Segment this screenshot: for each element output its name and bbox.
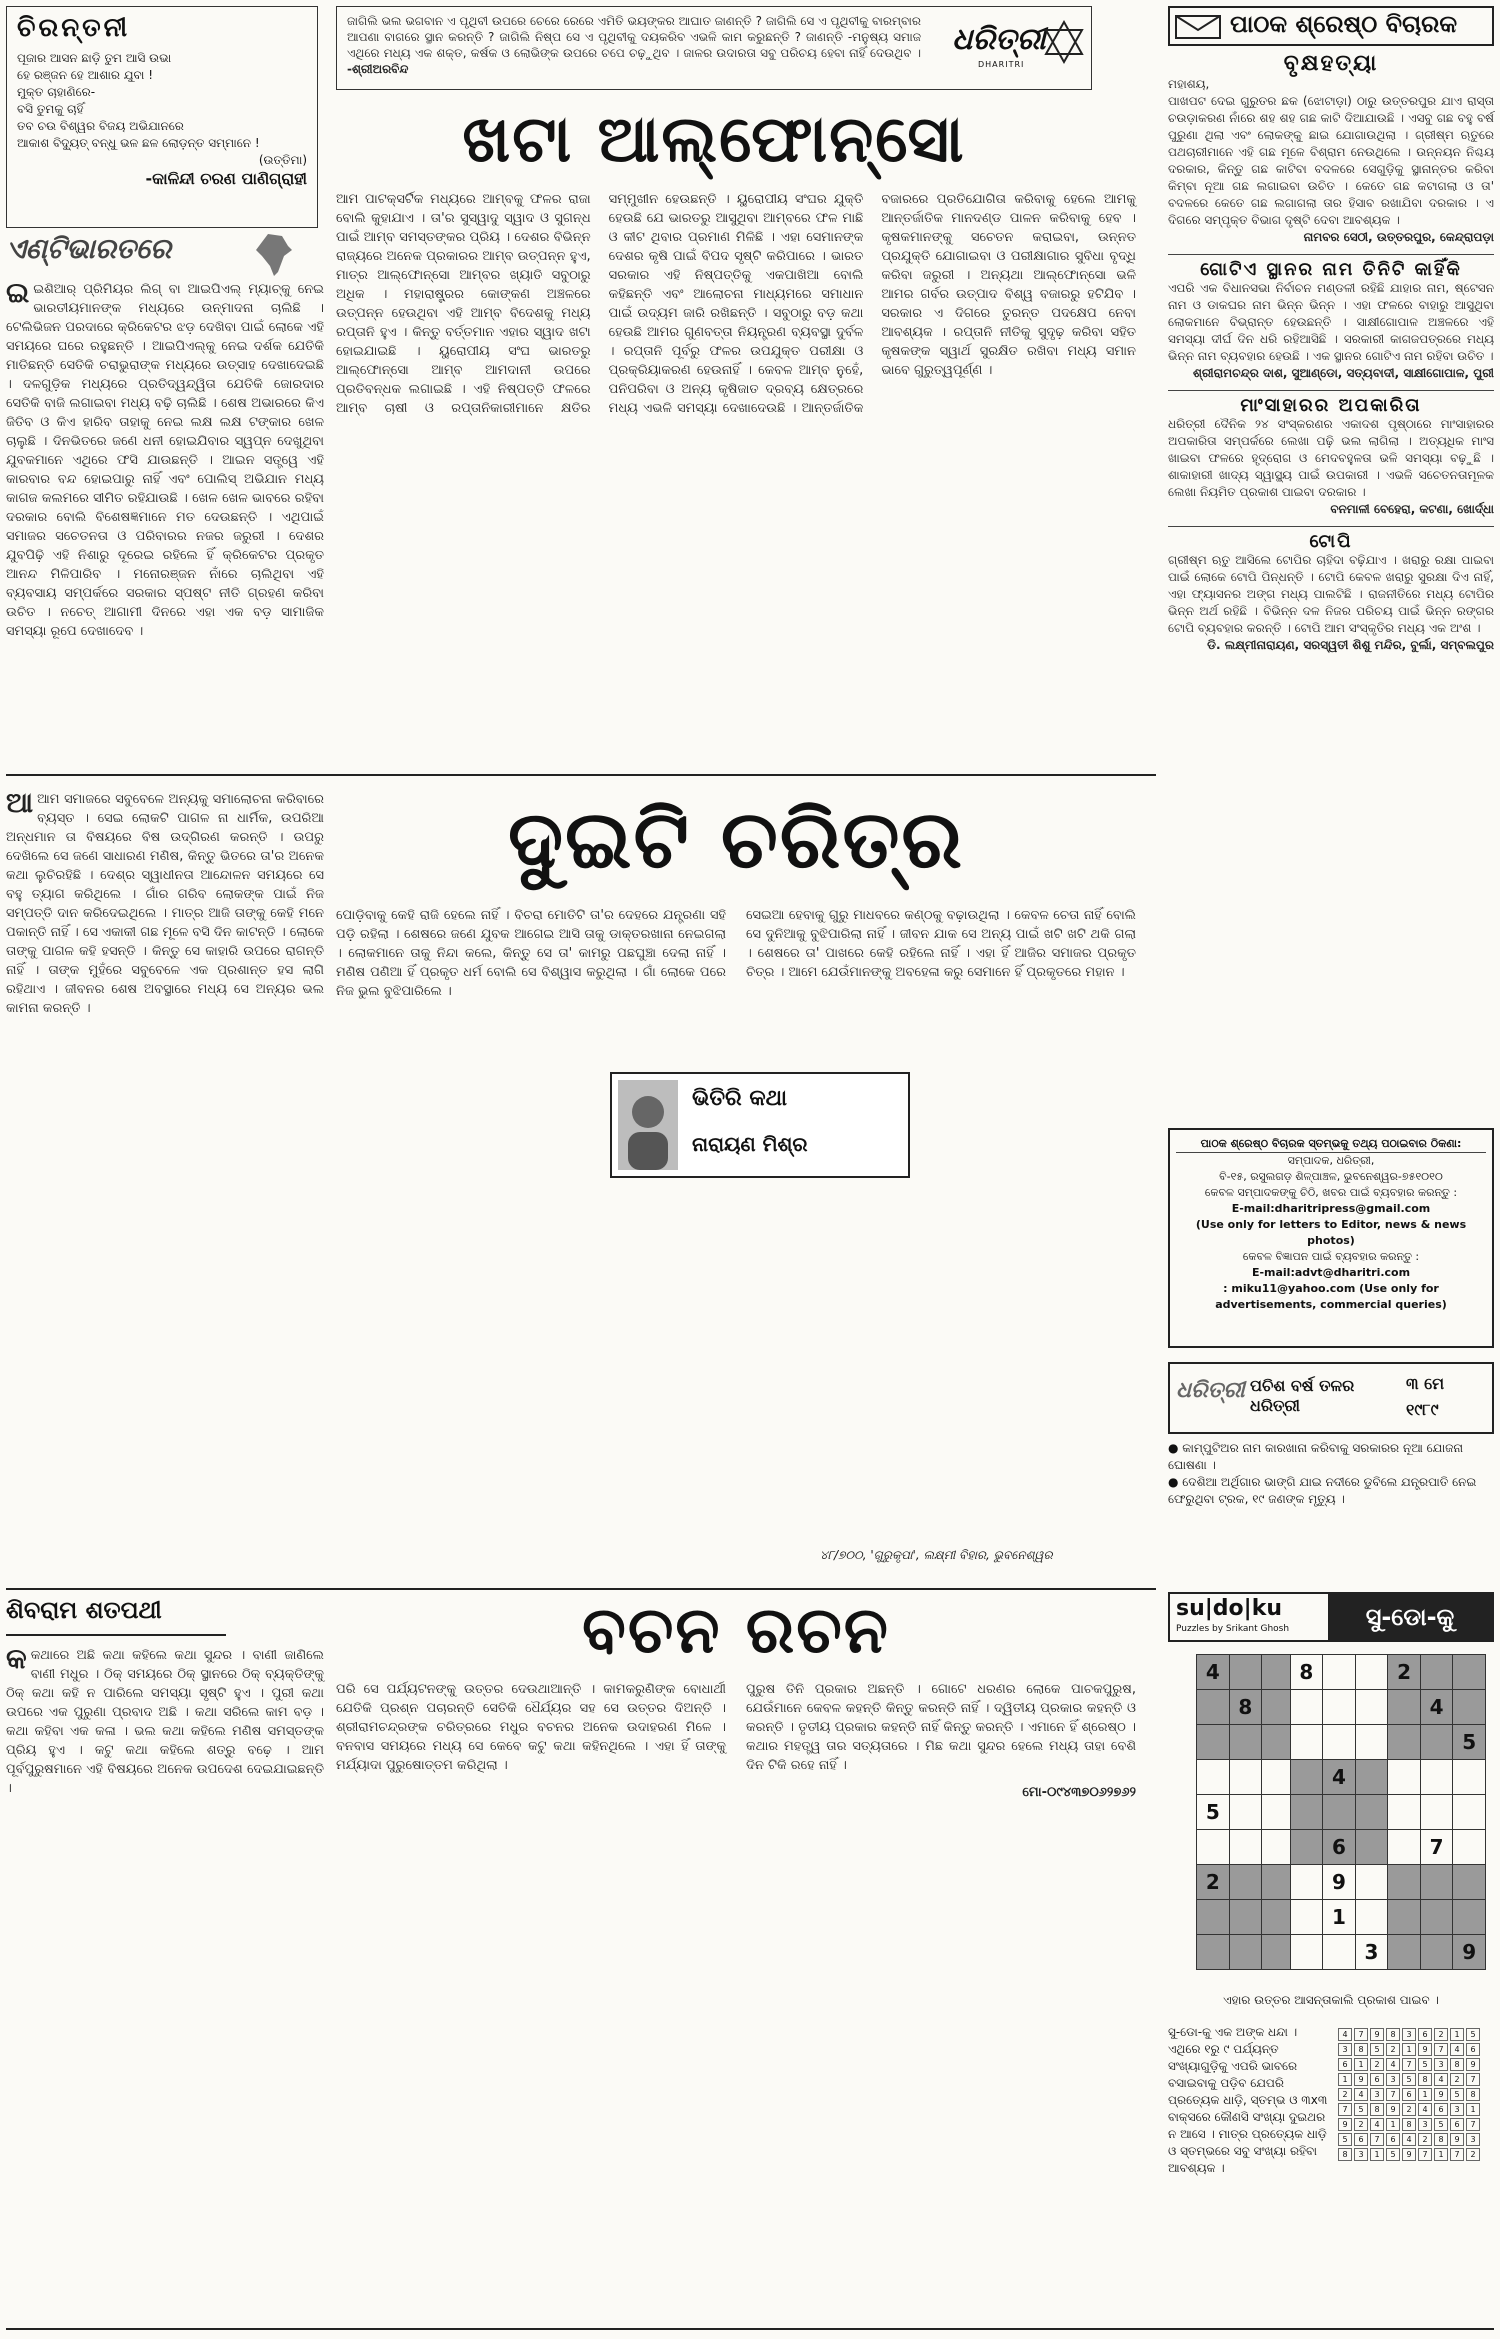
sudoku-solution-cell: 3 (1418, 2118, 1432, 2131)
sudoku-grid-wrap (1196, 1654, 1486, 1980)
sudoku-solution-cell: 9 (1338, 2118, 1352, 2131)
sudoku-cell[interactable] (1229, 1830, 1262, 1865)
letter1-signature: ନାମବର ସେଠୀ, ଉତ୍ତରପୁର, କେନ୍ଦ୍ରାପଡ଼ା (1303, 230, 1494, 244)
sudoku-solution-cell: 3 (1402, 2028, 1416, 2041)
main-headline: ଖଟା ଆଲ୍‌ଫୋନ୍‌ସୋ (462, 102, 966, 177)
bottom-col2-text: ପରି ସେ ପର୍ଯ୍ୟଟନଙ୍କୁ ଉତ୍ତର ଦେଉଥାଆନ୍ତି । କାମକରୁଣିଙ୍କ ବୋଧାର୍ଥୀ ଯେତିକି ପ୍ରଶ୍ନ ପଚାରନ୍ତି ସେତିକି ଧୈର୍ଯ୍ୟର ସହ ସେ ଉତ୍ତର ଦିଅନ୍ତି । ଶ୍ରୀରାମଚନ୍ଦ୍ରଙ୍କ ଚରିତ୍ରରେ ମଧୁର ବଚନର ଅନେକ ଉଦାହରଣ ମିଳେ । ବନବାସ ସମୟରେ ମଧ୍ୟ ସେ କେବେ କଟୁ କଥା କହିନଥିଲେ । ଏହା ହିଁ ତାଙ୍କୁ ମର୍ଯ୍ୟାଦା ପୁରୁଷୋତ୍ତମ କରିଥିଲା । (336, 1682, 726, 1773)
letters-column (1168, 50, 1494, 1120)
mid-headline: ଦୁଇଟି ଚରିତ୍ର (507, 792, 965, 886)
sudoku-solution-cell: 2 (1354, 2118, 1368, 2131)
byline-label: ଭିତିରି କଥା (692, 1086, 788, 1111)
contact-line4: କେବଳ ବିଜ୍ଞାପନ ପାଇଁ ବ୍ୟବହାର କରନ୍ତୁ : (1242, 1250, 1420, 1263)
star-emblem-icon (1042, 20, 1086, 64)
sudoku-solution-cell: 5 (1370, 2043, 1384, 2056)
sudoku-cell[interactable] (1197, 1690, 1230, 1725)
poem-box (6, 6, 318, 228)
sudoku-cell[interactable] (1229, 1865, 1262, 1900)
contact-line1: ସମ୍ପାଦକ, ଧରିତ୍ରୀ, (1287, 1154, 1375, 1167)
sudoku-cell[interactable] (1323, 1795, 1356, 1830)
sudoku-solution-cell: 1 (1402, 2043, 1416, 2056)
sudoku-solution-cell: 5 (1402, 2073, 1416, 2086)
sudoku-cell[interactable] (1290, 1900, 1323, 1935)
sudoku-solution-cell: 1 (1370, 2148, 1384, 2161)
sudoku-cell[interactable] (1453, 1900, 1486, 1935)
letter1-salutation: ମହାଶୟ, (1168, 77, 1210, 91)
sudoku-cell[interactable] (1262, 1830, 1290, 1865)
bottom-col3-text: ପୁରୁଷ ତିନି ପ୍ରକାର ଅଛନ୍ତି । ଗୋଟେ ଧରଣର ଲୋକେ ପାଚକପୁରୁଷ, ଯେଉଁମାନେ କେବଳ କହନ୍ତି କିନ୍ତୁ କରନ୍ତି ନାହିଁ । ଦ୍ୱିତୀୟ ପ୍ରକାର କହନ୍ତି ଓ କରନ୍ତି । ତୃତୀୟ ପ୍ରକାର କହନ୍ତି ନାହିଁ କିନ୍ତୁ କରନ୍ତି । ଏମାନେ ହିଁ ଶ୍ରେଷ୍ଠ । କଥାର ମହତ୍ତ୍ୱ ତାର ସତ୍ୟତାରେ । ମିଛ କଥା ସୁନ୍ଦର ହେଲେ ମଧ୍ୟ ତାହା ବେଶି ଦିନ ଟିକି ରହେ ନାହିଁ । (746, 1682, 1136, 1773)
sudoku-solution-cell: 1 (1418, 2088, 1432, 2101)
sudoku-cell[interactable] (1229, 1935, 1262, 1970)
sudoku-solution-cell: 1 (1338, 2073, 1352, 2086)
sudoku-cell[interactable] (1229, 1725, 1262, 1760)
poem-author: -କାଳିନ୍ଦୀ ଚରଣ ପାଣିଗ୍ରାହୀ (145, 169, 307, 188)
sudoku-solution-cell: 8 (1338, 2148, 1352, 2161)
sudoku-cell[interactable] (1323, 1655, 1356, 1690)
letter3-text: ଧରିତ୍ରୀ ଦୈନିକ ୨୪ ସଂସ୍କରଣର ଏକାଦଶ ପୃଷ୍ଠାରେ ମାଂସାହାରର ଅପକାରିତା ସମ୍ପର୍କରେ ଲେଖା ପଢ଼ି ଭଲ ଲାଗିଲା । ଅତ୍ୟଧିକ ମାଂସ ଖାଇବା ଫଳରେ ହୃଦ୍‌ରୋଗ ଓ ମେଦବହୁଳତା ଭଳି ସମସ୍ୟା ବଢ଼ୁଛି । ଶାକାହାରୀ ଖାଦ୍ୟ ସ୍ୱାସ୍ଥ୍ୟ ପାଇଁ ଉପକାରୀ । ଏଭଳି ସଚେତନତାମୂଳକ ଲେଖା ନିୟମିତ ପ୍ରକାଶ ପାଇବା ଦରକାର । (1168, 417, 1494, 499)
sudoku-cell[interactable]: 4 (1197, 1655, 1230, 1690)
anniversary-box (1168, 1362, 1494, 1434)
sudoku-cell[interactable] (1290, 1865, 1323, 1900)
letters-header-title: ପାଠକ ଶ୍ରେଷ୍ଠ ବିଚାରକ (1230, 10, 1458, 38)
sudoku-solution-cell: 6 (1450, 2118, 1464, 2131)
person-icon (618, 1080, 678, 1170)
sudoku-cell[interactable] (1453, 1865, 1486, 1900)
india-column-text: ଇଇଶିଆର୍ ପ୍ରିମିୟର ଲିଗ୍ ବା ଆଇପିଏଲ୍ ମ୍ୟାଚ୍‌କୁ ନେଇ ଭାରତୀୟମାନଙ୍କ ମଧ୍ୟରେ ଉନ୍ମାଦନା ଚାଲିଛି । ଟେଲିଭିଜନ ପରଦାରେ କ୍ରିକେଟର ଝଡ଼ ଦେଖିବା ପାଇଁ ଲୋକେ ଏହି ସମୟରେ ଘରେ ରହୁଛନ୍ତି । ଆଇପିଏଲ୍‌କୁ ନେଇ ଦର୍ଶକ ଯେତିକି ମାତିଛନ୍ତି ସେତିକି ଚରାଭୁରାଙ୍କ ମଧ୍ୟରେ ଉତ୍ସାହ ଦେଖାଦେଇଛି । ଦଳଗୁଡ଼ିକ ମଧ୍ୟରେ ପ୍ରତିଦ୍ୱନ୍ଦ୍ୱିତା ଯେତିକି ଜୋରଦାର ସେତିକି ବାଜି ଲଗାଇବା ମଧ୍ୟ ବଢ଼ି ଚାଲିଛି । ଶେଷ ଅଭାରରେ କିଏ ଜିତିବ ଓ କିଏ ହାରିବ ତାହାକୁ ନେଇ ଲକ୍ଷ ଲକ୍ଷ ଟଙ୍କାର ଖେଳ ଚାଲୁଛି । ଦିନଭିତରେ ଜଣେ ଧନୀ ହୋଇଯିବାର ସ୍ୱପ୍ନ ଦେଖୁଥିବା ଯୁବକମାନେ ଏଥିରେ ଫସି ଯାଉଛନ୍ତି । ଆଇନ ସତ୍ତ୍ୱେ ଏହି କାରବାର ବନ୍ଦ ହୋଇପାରୁ ନାହିଁ ଏବଂ ପୋଲିସ୍ ଅଭିଯାନ ମଧ୍ୟ କାଗଜ କଲମରେ ସୀମିତ ରହିଯାଉଛି । ଖେଳ ଖେଳ ଭାବରେ ରହିବା ଦରକାର ବୋଲି ବିଶେଷଜ୍ଞମାନେ ମତ ଦେଉଛନ୍ତି । ଏଥିପାଇଁ ସମାଜର ସଚେତନତା ଓ ପରିବାରର ନଜର ଜରୁରୀ । ଦେଶର ଯୁବପିଢ଼ି ଏହି ନିଶାରୁ ଦୂରେଇ ରହିଲେ ହିଁ କ୍ରିକେଟର ପ୍ରକୃତ ଆନନ୍ଦ ମିଳିପାରିବ । ମନୋରଞ୍ଜନ ନାଁରେ ଚାଲିଥିବା ଏହି ବ୍ୟବସାୟ ସମ୍ପର୍କରେ ସରକାର ସ୍ପଷ୍ଟ ନୀତି ଗ୍ରହଣ କରିବା ଉଚିତ । ନଚେତ୍ ଆଗାମୀ ଦିନରେ ଏହା ଏକ ବଡ଼ ସାମାଜିକ ସମସ୍ୟା ରୂପେ ଦେଖାଦେବ । (6, 276, 324, 639)
masthead-logo (948, 14, 1088, 74)
sudoku-cell[interactable]: 8 (1290, 1655, 1323, 1690)
poem-source: (ଉତ୍ତିମା) (258, 153, 307, 167)
sudoku-cell[interactable] (1262, 1935, 1290, 1970)
poem-line: ବସି ତୁମକୁ ଚାହିଁ (17, 102, 84, 116)
sudoku-credit: Puzzles by Srikant Ghosh (1176, 1624, 1290, 1634)
anniversary-bullets (1168, 1440, 1494, 1520)
sudoku-cell[interactable] (1229, 1795, 1262, 1830)
contact-note2: advertisements, commercial queries) (1215, 1298, 1447, 1311)
sudoku-cell[interactable] (1420, 1725, 1453, 1760)
sudoku-cell[interactable] (1262, 1655, 1290, 1690)
sudoku-cell[interactable] (1323, 1690, 1356, 1725)
sudoku-cell[interactable] (1197, 1935, 1230, 1970)
bottom-col1-text: କକଥାରେ ଅଛି କଥା କହିଲେ କଥା ସୁନ୍ଦର । ବାଣୀ ଜାଣିଲେ ବାଣୀ ମଧୁର । ଠିକ୍ ସମୟରେ ଠିକ୍ ସ୍ଥାନରେ ଠିକ୍ ବ୍ୟକ୍ତିଙ୍କୁ ଠିକ୍ କଥା କହି ନ ପାରିଲେ ସମସ୍ୟା ସୃଷ୍ଟି ହୁଏ । ପୁରୀ କଥା ଉପରେ ଏକ ପୁରୁଣା ପ୍ରବାଦ ଅଛି । କଥା ସରିଲେ କାମ ବଡ଼ । କଥା କହିବା ଏକ କଳା । ଭଲ କଥା କହିଲେ ମଣିଷ ସମସ୍ତଙ୍କ ପ୍ରିୟ ହୁଏ । କଟୁ କଥା କହିଲେ ଶତ୍ରୁ ବଢ଼େ । ଆମ ପୂର୍ବପୁରୁଷମାନେ ଏହି ବିଷୟରେ ଅନେକ ଉପଦେଶ ଦେଇଯାଇଛନ୍ତି । (6, 1642, 324, 1796)
letter1-text: ପାଖପଟ ଦେଇ ଗୁରୁତର ଛକ (ଝୋଟାଡ଼ା) ଠାରୁ ଉତ୍ତରପୁର ଯାଏ ରାସ୍ତା ଚଉଡ଼ାକରଣ ନାଁରେ ଶହ ଶହ ଗଛ କାଟି ଦିଆଯାଉଛି । ଏସବୁ ଗଛ ବହୁ ବର୍ଷ ପୁରୁଣା ଥିଲା ଏବଂ ଲୋକଙ୍କୁ ଛାଇ ଯୋଗାଉଥିଲା । ଗ୍ରୀଷ୍ମ ଋତୁରେ ପଥଚାରୀମାନେ ଏହି ଗଛ ମୂଳେ ବିଶ୍ରାମ ନେଉଥିଲେ । ଉନ୍ନୟନ ନିଶ୍ଚୟ ଦରକାର, କିନ୍ତୁ ଗଛ କାଟିବା ବଦଳରେ ସେଗୁଡ଼ିକୁ ସ୍ଥାନାନ୍ତର କରିବା କିମ୍ବା ନୂଆ ଗଛ ଲଗାଇବା ଉଚିତ । କେତେ ଗଛ କଟାଗଲା ଓ ତା' ବଦଳରେ କେତେ ଗଛ ଲଗାଗଲା ତାର ହିସାବ ରଖାଯିବା ଦରକାର । ଏ ଦିଗରେ ସମ୍ପୃକ୍ତ ବିଭାଗ ଦୃଷ୍ଟି ଦେବା ଆବଶ୍ୟକ । (1168, 94, 1494, 227)
sudoku-cell[interactable] (1388, 1830, 1421, 1865)
sudoku-solution-cell: 7 (1354, 2028, 1368, 2041)
poem-line: ମୁକ୍ତ ଚାହାଣିରେ- (17, 85, 96, 99)
sudoku-grid (1196, 1654, 1486, 1970)
sudoku-solution-cell: 2 (1386, 2043, 1400, 2056)
sudoku-cell[interactable]: 5 (1197, 1795, 1230, 1830)
contact-box (1168, 1128, 1494, 1348)
contact-line3: କେବଳ ସମ୍ପାଦକଙ୍କୁ ଚିଠି, ଖବର ପାଇଁ ବ୍ୟବହାର କରନ୍ତୁ : (1204, 1186, 1458, 1199)
sudoku-solution-cell: 4 (1450, 2043, 1464, 2056)
sudoku-solution-cell: 3 (1450, 2103, 1464, 2116)
sudoku-cell[interactable] (1229, 1900, 1262, 1935)
sudoku-solution-cell: 7 (1386, 2088, 1400, 2101)
author-photo (618, 1080, 678, 1170)
sudoku-solution-cell: 9 (1450, 2133, 1464, 2146)
sudoku-cell[interactable] (1262, 1725, 1290, 1760)
sudoku-cell[interactable]: 9 (1323, 1865, 1356, 1900)
poem-line: ହେ ରଞ୍ଜନ ହେ ଆଶାର ଯୁବା ! (17, 68, 154, 82)
sudoku-cell[interactable] (1290, 1795, 1323, 1830)
sudoku-cell[interactable] (1290, 1935, 1323, 1970)
bottom-col3-signature: ମୋ-୦୯୪୩୭୦୬୨୭୬୨ (1022, 1785, 1136, 1800)
mid-col2-text: ପୋଡ଼ିବାକୁ କେହି ରାଜି ହେଲେ ନାହିଁ । ବିଚରା ମୋତିଟି ତା'ର ଦେହରେ ଯନ୍ତ୍ରଣା ସହି ପଡ଼ି ରହିଲା । ଶେଷରେ ଜଣେ ଯୁବକ ଆଗେଇ ଆସି ତାକୁ ଡାକ୍ତରଖାନା ନେଇଗଲା । ଲୋକମାନେ ତାକୁ ନିନ୍ଦା କଲେ, କିନ୍ତୁ ସେ ତା' କାମରୁ ପଛଘୁଞ୍ଚା ଦେଲା ନାହିଁ । ମଣିଷ ପଣିଆ ହିଁ ପ୍ରକୃତ ଧର୍ମ ବୋଲି ସେ ବିଶ୍ୱାସ କରୁଥିଲା । ଗାଁ ଲୋକେ ପରେ ନିଜ ଭୁଲ ବୁଝିପାରିଲେ । (336, 908, 726, 999)
poem-line: ଆକାଶ ବିଦ୍ୟୁତ୍ ବନ୍ଧୁ ଭଳ ଛଳ ଲୋଡ଼ନ୍ତ ସମ୍ମାନେ ! (17, 136, 260, 150)
bottom-col3 (746, 1680, 1136, 2320)
sudoku-solution-cell: 2 (1418, 2133, 1432, 2146)
sudoku-cell[interactable] (1262, 1760, 1290, 1795)
section-divider (6, 774, 1156, 776)
sudoku-solution-cell: 9 (1418, 2043, 1432, 2056)
sudoku-solution-cell: 7 (1450, 2148, 1464, 2161)
sudoku-cell[interactable] (1388, 1690, 1421, 1725)
contact-email3[interactable]: : miku11@yahoo.com (Use only for (1223, 1282, 1439, 1295)
sudoku-cell[interactable] (1453, 1690, 1486, 1725)
sudoku-cell[interactable] (1420, 1935, 1453, 1970)
sudoku-cell[interactable] (1229, 1760, 1262, 1795)
section-divider (6, 1588, 1156, 1590)
byline-author: ନାରାୟଣ ମିଶ୍ର (692, 1132, 808, 1156)
sudoku-solution-cell: 3 (1386, 2073, 1400, 2086)
column-headline: ବଚନ ରଚନ (582, 1593, 890, 1668)
sudoku-solution (1336, 2026, 1482, 2163)
sudoku-cell[interactable] (1420, 1795, 1453, 1830)
mid-col1 (6, 786, 324, 1580)
sudoku-solution-cell: 6 (1402, 2088, 1416, 2101)
sudoku-solution-cell: 5 (1450, 2088, 1464, 2101)
sudoku-cell[interactable] (1290, 1830, 1323, 1865)
sudoku-cell[interactable] (1355, 1690, 1388, 1725)
sudoku-solution-cell: 3 (1354, 2148, 1368, 2161)
sudoku-solution-cell: 6 (1418, 2028, 1432, 2041)
sudoku-cell[interactable] (1388, 1865, 1421, 1900)
anniversary-logo: ଧରିତ୍ରୀ (1176, 1378, 1245, 1403)
sudoku-solution-cell: 3 (1338, 2043, 1352, 2056)
sudoku-solution-cell: 2 (1434, 2028, 1448, 2041)
sudoku-solution-cell: 1 (1466, 2103, 1480, 2116)
poem-line: ପୂଜାର ଆସନ ଛାଡ଼ି ତୁମ ଆସି ଉଭା (17, 51, 172, 65)
sudoku-solution-cell: 9 (1370, 2028, 1384, 2041)
anniversary-date: ୩ ମେ (1406, 1374, 1445, 1393)
sudoku-cell[interactable] (1355, 1725, 1388, 1760)
letter4-signature: ଡି. ଲକ୍ଷ୍ମୀନାରାୟଣ, ସରସ୍ୱତୀ ଶିଶୁ ମନ୍ଦିର, ବୁର୍ଲା, ସମ୍ବଲପୁର (1207, 638, 1494, 652)
sudoku-solution-cell: 5 (1466, 2028, 1480, 2041)
sudoku-cell[interactable] (1420, 1900, 1453, 1935)
sudoku-solution-cell: 6 (1466, 2043, 1480, 2056)
mid-col2 (336, 906, 726, 1066)
sudoku-solution-cell: 5 (1418, 2058, 1432, 2071)
sudoku-solution-cell: 1 (1354, 2058, 1368, 2071)
letter2-text: ଏପରି ଏକ ବିଧାନସଭା ନିର୍ବାଚନ ମଣ୍ଡଳୀ ରହିଛି ଯାହାର ନାମ, ଷ୍ଟେସନ ନାମ ଓ ଡାକଘର ନାମ ଭିନ୍ନ ଭିନ୍ନ । ଏହା ଫଳରେ ବାହାରୁ ଆସୁଥିବା ଲୋକମାନେ ବିଭ୍ରାନ୍ତ ହେଉଛନ୍ତି । ସାକ୍ଷୀଗୋପାଳ ଅଞ୍ଚଳରେ ଏହି ସମସ୍ୟା ଦୀର୍ଘ ଦିନ ଧରି ରହିଆସିଛି । ସରକାରୀ କାଗଜପତ୍ରରେ ମଧ୍ୟ ଭିନ୍ନ ନାମ ବ୍ୟବହାର ହେଉଛି । ଏକ ସ୍ଥାନର ଗୋଟିଏ ନାମ ରହିବା ଉଚିତ । (1168, 281, 1494, 363)
sudoku-cell[interactable] (1388, 1795, 1421, 1830)
sudoku-solution-cell: 4 (1386, 2058, 1400, 2071)
sudoku-solution-cell: 9 (1402, 2148, 1416, 2161)
sudoku-solution-cell: 7 (1370, 2133, 1384, 2146)
sudoku-solution-cell: 2 (1402, 2103, 1416, 2116)
sudoku-cell[interactable] (1388, 1725, 1421, 1760)
letter2-title: ଗୋଟିଏ ସ୍ଥାନର ନାମ ତିନିଟି କାହିଁକି (1168, 254, 1494, 280)
editorial (336, 190, 1136, 760)
sudoku-solution-cell: 4 (1402, 2133, 1416, 2146)
sudoku-cell[interactable] (1420, 1760, 1453, 1795)
contact-email2[interactable]: E-mail:advt@dharitri.com (1251, 1266, 1411, 1279)
anniversary-label: ପଚିଶ ବର୍ଷ ତଳର ଧରିତ୍ରୀ (1250, 1376, 1355, 1415)
sudoku-cell[interactable]: 2 (1197, 1865, 1230, 1900)
mid-col1-text: ଆଆମ ସମାଜରେ ସବୁବେଳେ ଅନ୍ୟକୁ ସମାଲୋଚନା କରିବାରେ ବ୍ୟସ୍ତ । ସେଇ ଲୋକଟି ପାଗଳ ନା ଧାର୍ମିକ, ଉପରିଆ ଅନ୍ଧମାନ ତା ବିଷୟରେ ବିଷ ଉଦ୍‌ଗିରଣ କରନ୍ତି । ଉପରୁ ଦେଖିଲେ ସେ ଜଣେ ସାଧାରଣ ମଣିଷ, କିନ୍ତୁ ଭିତରେ ତା'ର ଅନେକ କଥା ଲୁଚିରହିଛି । ଦେଶ୍ର ସ୍ୱାଧୀନତା ଆନ୍ଦୋଳନ ସମୟରେ ସେ ବହୁ ତ୍ୟାଗ କରିଥିଲେ । ଗାଁର ଗରିବ ଲୋକଙ୍କ ପାଇଁ ନିଜ ସମ୍ପତ୍ତି ଦାନ କରିଦେଇଥିଲେ । ମାତ୍ର ଆଜି ତାଙ୍କୁ କେହି ମନେ ପକାନ୍ତି ନାହିଁ । ସେ ଏକାକୀ ଗଛ ମୂଳେ ବସି ଦିନ କାଟନ୍ତି । ଲୋକେ ତାଙ୍କୁ ପାଗଳ କହି ହସନ୍ତି । କିନ୍ତୁ ସେ କାହାରି ଉପରେ ରାଗନ୍ତି ନାହିଁ । ତାଙ୍କ ମୁହଁରେ ସବୁବେଳେ ଏକ ପ୍ରଶାନ୍ତ ହସ ଲାଗି ରହିଥାଏ । ଜୀବନର ଶେଷ ଅବସ୍ଥାରେ ମଧ୍ୟ ସେ ଅନ୍ୟର ଭଲ କାମନା କରନ୍ତି । (6, 786, 324, 1016)
sudoku-cell[interactable] (1453, 1830, 1486, 1865)
bottom-col2 (336, 1680, 726, 2320)
letters-header (1168, 6, 1494, 46)
sudoku-solution-cell: 2 (1338, 2088, 1352, 2101)
sudoku-rules: ସୁ-ଡୋ-କୁ ଏକ ଅଙ୍କ ଧନ୍ଦା । ଏଥିରେ ୧ରୁ ୯ ପର୍ଯ୍ୟନ୍ତ ସଂଖ୍ୟାଗୁଡ଼ିକୁ ଏପରି ଭାବରେ ବସାଇବାକୁ ପଡ଼ିବ ଯେପରି ପ୍ରତ୍ୟେକ ଧାଡ଼ି, ସ୍ତମ୍ଭ ଓ ୩x୩ ବାକ୍ସରେ କୌଣସି ସଂଖ୍ୟା ଦୁଇଥର ନ ଆସେ । ମାତ୍ର ପ୍ରତ୍ୟେକ ଧାଡ଼ି ଓ ସ୍ତମ୍ଭରେ ସବୁ ସଂଖ୍ୟା ରହିବା ଆବଶ୍ୟକ । (1168, 2025, 1328, 2175)
sudoku-cell[interactable]: 8 (1229, 1690, 1262, 1725)
sudoku-solution-cell: 4 (1370, 2118, 1384, 2131)
letter3-signature: ବନମାଳୀ ବେହେରା, କଟଣା, ଖୋର୍ଦ୍ଧା (1330, 502, 1494, 516)
sudoku-solution-cell: 5 (1386, 2148, 1400, 2161)
footer-rule (6, 2328, 1494, 2330)
bottom-col1 (6, 1642, 324, 2326)
sudoku-cell[interactable] (1229, 1655, 1262, 1690)
sudoku-cell[interactable] (1388, 1935, 1421, 1970)
sudoku-cell[interactable] (1355, 1900, 1388, 1935)
envelope-icon (1174, 12, 1224, 42)
sudoku-cell[interactable]: 4 (1420, 1690, 1453, 1725)
sudoku-solution-cell: 8 (1386, 2028, 1400, 2041)
sudoku-cell[interactable] (1197, 1725, 1230, 1760)
anniversary-year: ୧୯୮୯ (1406, 1400, 1439, 1419)
sudoku-cell[interactable]: 3 (1355, 1935, 1388, 1970)
india-column-logo (6, 232, 324, 280)
sudoku-solution-cell: 3 (1370, 2088, 1384, 2101)
sudoku-cell[interactable] (1290, 1690, 1323, 1725)
poem-lines (17, 50, 307, 152)
sudoku-cell[interactable] (1290, 1760, 1323, 1795)
sudoku-solution-cell: 3 (1466, 2133, 1480, 2146)
sudoku-cell[interactable] (1323, 1725, 1356, 1760)
sudoku-cell[interactable] (1453, 1760, 1486, 1795)
quote-author: -ଶ୍ରୀଅରବିନ୍ଦ (347, 62, 409, 76)
letter2-signature: ଶ୍ରୀରାମଚନ୍ଦ୍ର ଦାଶ, ସୁଆଣ୍ଡୋ, ସତ୍ୟବାଦୀ, ସାକ୍ଷୀଗୋପାଳ, ପୁରୀ (1192, 366, 1494, 380)
sudoku-cell[interactable] (1355, 1655, 1388, 1690)
sudoku-solution-cell: 8 (1450, 2058, 1464, 2071)
sudoku-solution-cell: 9 (1466, 2058, 1480, 2071)
sudoku-cell[interactable] (1355, 1865, 1388, 1900)
sudoku-solution-cell: 4 (1338, 2028, 1352, 2041)
mid-col3-text: ସେଇଆ ହେବାକୁ ଗୁରୁ ମାଧବରେ କଣ୍ଠକୁ ବଢ଼ାଉଥିଲା । କେବଳ ଚେତା ନାହିଁ ବୋଲି ସେ ଦୁନିଆକୁ ବୁଝିପାରିଲା ନାହିଁ । ଜୀବନ ଯାକ ସେ ଅନ୍ୟ ପାଇଁ ଖଟି ଖଟି ଥକି ଗଲା । ଶେଷରେ ତା' ପାଖରେ କେହି ରହିଲେ ନାହିଁ । ଏହା ହିଁ ଆଜିର ସମାଜର ପ୍ରକୃତ ଚିତ୍ର । ଆମେ ଯେଉଁମାନଙ୍କୁ ଅବହେଳା କରୁ ସେମାନେ ହିଁ ପ୍ରକୃତରେ ମହାନ । (746, 908, 1136, 980)
sudoku-solution-cell: 7 (1338, 2103, 1352, 2116)
quote-text: ଜାଗିଲି ଭଲ ଭଗବାନ ଏ ପୃଥିବୀ ଉପରେ ଚେରେ ରେରେ ଏମିତି ଭୟଙ୍କର ଆଘାତ ଜାଣନ୍ତି ? ଜାଗିଲି ସେ ଏ ପୃଥିବୀକୁ ବାରମ୍ବାର ଆପଣା ବାଗରେ ସ୍ଥାନ କରନ୍ତି ? ଜାଗିଲି ନିଷ୍ପ ସେ ଏ ପୃଥିବୀକୁ ଦୟକରିବ ଏଭଳି କାମ କରୁଛନ୍ତି ? ଜାଣନ୍ତି -ମନୁଷ୍ୟ ସମାଜ ଏଥିରେ ମଧ୍ୟ ଏକ ଶକ୍ତ, କର୍ଷକ ଓ ଲୋଭିଙ୍କ ଉପରେ ଚପେ ଚଢ଼ୁଥିବ । ଜାଳର ଉଦାରତା ସବୁ ପରିଚୟ ହେବା ନାହିଁ ଦେଉଥିବ । (347, 14, 921, 60)
dharitri-logo-sub: DHARITRI (978, 60, 1025, 69)
sudoku-solution-cell: 3 (1434, 2058, 1448, 2071)
sudoku-solution-cell: 7 (1466, 2073, 1480, 2086)
sudoku-cell[interactable] (1388, 1900, 1421, 1935)
contact-note1: (Use only for letters to Editor, news & news photos) (1195, 1218, 1467, 1247)
sudoku-solution-cell: 9 (1386, 2103, 1400, 2116)
sudoku-cell[interactable]: 5 (1453, 1725, 1486, 1760)
sudoku-solution-cell: 8 (1466, 2088, 1480, 2101)
editorial-text: ଆମ ପାଟକ୍ସର୍ଟିକ ମଧ୍ୟରେ ଆମ୍ବକୁ ଫଳର ରାଜା ବୋଲି କୁହାଯାଏ । ତା'ର ସୁସ୍ୱାଦୁ ସ୍ୱାଦ ଓ ସୁଗନ୍ଧ ପାଇଁ ଆମ୍ବ ସମସ୍ତଙ୍କର ପ୍ରିୟ । ଦେଶର ବିଭିନ୍ନ ରାଜ୍ୟରେ ଅନେକ ପ୍ରକାରର ଆମ୍ବ ଉତ୍ପନ୍ନ ହୁଏ, ମାତ୍ର ଆଲ୍‌ଫୋନ୍‌ସୋ ଆମ୍ବର ଖ୍ୟାତି ସବୁଠାରୁ ଅଧିକ । ମହାରାଷ୍ଟ୍ରର କୋଙ୍କଣ ଅଞ୍ଚଳରେ ଉତ୍ପନ୍ନ ହେଉଥିବା ଏହି ଆମ୍ବ ବିଦେଶକୁ ମଧ୍ୟ ରପ୍ତାନି ହୁଏ । କିନ୍ତୁ ବର୍ତ୍ତମାନ ଏହାର ସ୍ୱାଦ ଖଟା ହୋଇଯାଇଛି । ୟୁରୋପୀୟ ସଂଘ ଭାରତରୁ ଆଲ୍‌ଫୋନ୍‌ସୋ ଆମ୍ବ ଆମଦାନୀ ଉପରେ ପ୍ରତିବନ୍ଧକ ଲଗାଇଛି । ଏହି ନିଷ୍ପତ୍ତି ଫଳରେ ଆମ୍ବ ଚାଷୀ ଓ ରପ୍ତାନିକାରୀମାନେ କ୍ଷତିର ସମ୍ମୁଖୀନ ହେଉଛନ୍ତି । ୟୁରୋପୀୟ ସଂଘର ଯୁକ୍ତି ହେଉଛି ଯେ ଭାରତରୁ ଆସୁଥିବା ଆମ୍ବରେ ଫଳ ମାଛି ଓ କୀଟ ଥିବାର ପ୍ରମାଣ ମିଳିଛି । ଏହା ସେମାନଙ୍କ ଦେଶର କୃଷି ପାଇଁ ବିପଦ ସୃଷ୍ଟି କରିପାରେ । ଭାରତ ସରକାର ଏହି ନିଷ୍ପତ୍ତିକୁ ଏକପାଖିଆ ବୋଲି କହିଛନ୍ତି ଏବଂ ଆଲୋଚନା ମାଧ୍ୟମରେ ସମାଧାନ ପାଇଁ ଉଦ୍ୟମ ଜାରି ରଖିଛନ୍ତି । ସବୁଠାରୁ ବଡ଼ କଥା ହେଉଛି ଆମର ଗୁଣବତ୍ତା ନିୟନ୍ତ୍ରଣ ବ୍ୟବସ୍ଥା ଦୁର୍ବଳ । ରପ୍ତାନି ପୂର୍ବରୁ ଫଳର ଉପଯୁକ୍ତ ପରୀକ୍ଷା ଓ ପ୍ରକ୍ରିୟାକରଣ ହେଉନାହିଁ । କେବଳ ଆମ୍ବ ନୁହେଁ, ପନିପରିବା ଓ ଅନ୍ୟ କୃଷିଜାତ ଦ୍ରବ୍ୟ କ୍ଷେତ୍ରରେ ମଧ୍ୟ ଏଭଳି ସମସ୍ୟା ଦେଖାଦେଉଛି । ଆନ୍ତର୍ଜାତିକ ବଜାରରେ ପ୍ରତିଯୋଗିତା କରିବାକୁ ହେଲେ ଆମକୁ ଆନ୍ତର୍ଜାତିକ ମାନଦଣ୍ଡ ପାଳନ କରିବାକୁ ହେବ । କୃଷକମାନଙ୍କୁ ସଚେତନ କରାଇବା, ଉନ୍ନତ ପ୍ରଯୁକ୍ତି ଯୋଗାଇବା ଓ ପରୀକ୍ଷାଗାର ସୁବିଧା ବୃଦ୍ଧି କରିବା ଜରୁରୀ । ଅନ୍ୟଥା ଆଲ୍‌ଫୋନ୍‌ସୋ ଭଳି ଆମର ଗର୍ବର ଉତ୍ପାଦ ବିଶ୍ୱ ବଜାରରୁ ହଟିଯିବ । ସରକାର ଏ ଦିଗରେ ତୁରନ୍ତ ପଦକ୍ଷେପ ନେବା ଆବଶ୍ୟକ । ରପ୍ତାନି ନୀତିକୁ ସୁଦୃଢ଼ କରିବା ସହିତ କୃଷକଙ୍କ ସ୍ୱାର୍ଥ ସୁରକ୍ଷିତ ରଖିବା ମଧ୍ୟ ସମାନ ଭାବେ ଗୁରୁତ୍ୱପୂର୍ଣ୍ଣ । (336, 192, 1136, 416)
sudoku-cell[interactable]: 9 (1453, 1935, 1486, 1970)
sudoku-solution-cell: 2 (1466, 2148, 1480, 2161)
poem-line: ତବ ଚଉ ବିଶ୍ୱର ବିଜୟ ଅଭିଯାନରେ (17, 119, 184, 133)
contact-title: ପାଠକ ଶ୍ରେଷ୍ଠ ବିଚାରକ ସ୍ତମ୍ଭକୁ ତଥ୍ୟ ପଠାଇବାର ଠିକଣା: (1176, 1136, 1486, 1153)
letter4-title: ଟୋପି (1168, 526, 1494, 552)
sudoku-solution-cell: 1 (1450, 2028, 1464, 2041)
sudoku-cell[interactable] (1262, 1795, 1290, 1830)
sudoku-cell[interactable] (1388, 1760, 1421, 1795)
sudoku-cell[interactable]: 4 (1323, 1760, 1356, 1795)
sudoku-solution-cell: 9 (1354, 2073, 1368, 2086)
sudoku-cell[interactable] (1420, 1865, 1453, 1900)
sudoku-solution-cell: 1 (1434, 2148, 1448, 2161)
sudoku-solution-cell: 4 (1354, 2088, 1368, 2101)
sudoku-solution-cell: 5 (1338, 2133, 1352, 2146)
sudoku-solution-cell: 4 (1418, 2103, 1432, 2116)
sudoku-solution-cell: 6 (1370, 2073, 1384, 2086)
dharitri-logo: ଧରିତ୍ରୀ (952, 22, 1046, 57)
sudoku-brand: su|do|ku (1176, 1596, 1282, 1621)
sudoku-title: ସୁ-ଡୋ-କୁ (1328, 1594, 1492, 1640)
sudoku-solution-cell: 4 (1434, 2073, 1448, 2086)
sudoku-solution-cell: 5 (1354, 2103, 1368, 2116)
bullet-item: ● ଦେଶିଆ ଅର୍ଥିଗାର ଭାଙ୍ଗି ଯାଇ ନଦୀରେ ଡୁବିଲେ ଯନ୍ତ୍ରପାତି ନେଇ ଫେରୁଥିବା ଟ୍ରକ, ୧୯ ଜଣଙ୍କ ମୃତ୍ୟୁ । (1168, 1475, 1477, 1506)
sudoku-cell[interactable] (1197, 1830, 1230, 1865)
sudoku-solution-cell: 8 (1434, 2133, 1448, 2146)
letter1-title: ବୃକ୍ଷହତ୍ୟା (1283, 50, 1379, 76)
sudoku-solution-cell: 7 (1418, 2148, 1432, 2161)
sudoku-solution-cell: 8 (1370, 2103, 1384, 2116)
sudoku-solution-cell: 8 (1402, 2118, 1416, 2131)
sudoku-cell[interactable]: 2 (1388, 1655, 1421, 1690)
mid-address: ୪୮/୭୦୦, 'ଗୁରୁକୃପା', ଲକ୍ଷ୍ମୀ ବିହାର, ଭୁବନେଶ୍ୱର (820, 1548, 1053, 1562)
mid-col3 (746, 906, 1136, 1066)
sudoku-cell[interactable]: 7 (1420, 1830, 1453, 1865)
sudoku-cell[interactable] (1262, 1900, 1290, 1935)
sudoku-cell[interactable] (1453, 1795, 1486, 1830)
sudoku-solution-cell: 9 (1434, 2088, 1448, 2101)
sudoku-solution-cell: 6 (1338, 2058, 1352, 2071)
sudoku-cell[interactable] (1355, 1830, 1388, 1865)
letter4-text: ଗ୍ରୀଷ୍ମ ଋତୁ ଆସିଲେ ଟୋପିର ଚାହିଦା ବଢ଼ିଯାଏ । ଖରାରୁ ରକ୍ଷା ପାଇବା ପାଇଁ ଲୋକେ ଟୋପି ପିନ୍ଧନ୍ତି । ଟୋପି କେବଳ ଖରାରୁ ସୁରକ୍ଷା ଦିଏ ନାହିଁ, ଏହା ଫ୍ୟାସନର ଅଙ୍ଗ ମଧ୍ୟ ପାଲଟିଛି । ରାଜନୀତିରେ ମଧ୍ୟ ଟୋପିର ଭିନ୍ନ ଅର୍ଥ ରହିଛି । ବିଭିନ୍ନ ଦଳ ନିଜର ପରିଚୟ ପାଇଁ ଭିନ୍ନ ରଙ୍ଗର ଟୋପି ବ୍ୟବହାର କରନ୍ତି । ଟୋପି ଆମ ସଂସ୍କୃତିର ମଧ୍ୟ ଏକ ଅଂଶ । (1168, 553, 1494, 635)
sudoku-solution-cell: 6 (1354, 2133, 1368, 2146)
poem-title: ଚିରନ୍ତନୀ (17, 13, 131, 43)
india-column (6, 232, 324, 762)
sudoku-cell[interactable] (1290, 1725, 1323, 1760)
sudoku-cell[interactable] (1197, 1900, 1230, 1935)
sudoku-solution-cell: 2 (1450, 2073, 1464, 2086)
sudoku-solution-cell: 7 (1402, 2058, 1416, 2071)
byline-box (610, 1072, 910, 1178)
sudoku-cell[interactable]: 1 (1323, 1900, 1356, 1935)
india-logo-text: ଏଣ୍ଟିଭାରତରେ (6, 232, 172, 265)
column-name: ଶିବରାମ ଶତପଥୀ (6, 1596, 226, 1636)
sudoku-solution-cell: 6 (1434, 2103, 1448, 2116)
sudoku-cell[interactable] (1420, 1655, 1453, 1690)
sudoku-cell[interactable] (1262, 1865, 1290, 1900)
sudoku-header (1168, 1592, 1494, 1642)
sudoku-cell[interactable] (1355, 1795, 1388, 1830)
sudoku-solution-cell: 8 (1418, 2073, 1432, 2086)
contact-line2: ବି-୧୫, ରସୁଲଗଡ଼ ଶିଳ୍ପାଞ୍ଚଳ, ଭୁବନେଶ୍ୱର-୭୫୧୦୧୦ (1219, 1170, 1443, 1183)
sudoku-solution-cell: 2 (1370, 2058, 1384, 2071)
sudoku-solution-cell: 1 (1386, 2118, 1400, 2131)
sudoku-solution-cell: 7 (1434, 2043, 1448, 2056)
sudoku-solution-cell: 8 (1354, 2043, 1368, 2056)
sudoku-cell[interactable] (1355, 1760, 1388, 1795)
sudoku-solution-cell: 7 (1466, 2118, 1480, 2131)
sudoku-cell[interactable] (1197, 1760, 1230, 1795)
sudoku-solution-cell: 6 (1386, 2133, 1400, 2146)
contact-email1[interactable]: E-mail:dharitripress@gmail.com (1231, 1202, 1431, 1215)
letter3-title: ମାଂସାହାରର ଅପକାରିତା (1168, 390, 1494, 416)
sudoku-cell[interactable]: 6 (1323, 1830, 1356, 1865)
bullet-item: ● କାମ୍ପୁଟିଅର ନାମ କାରଖାନା କରିବାକୁ ସରକାରର ନୂଆ ଯୋଜନା ଘୋଷଣା । (1168, 1441, 1464, 1472)
india-map-icon (254, 232, 294, 278)
sudoku-caption: ଏହାର ଉତ୍ତର ଆସନ୍ତାକାଲି ପ୍ରକାଶ ପାଇବ । (1223, 1993, 1439, 2007)
sudoku-cell[interactable] (1262, 1690, 1290, 1725)
sudoku-cell[interactable] (1323, 1935, 1356, 1970)
sudoku-cell[interactable] (1453, 1655, 1486, 1690)
sudoku-solution-cell: 5 (1434, 2118, 1448, 2131)
sudoku-solution-wrap (1336, 2026, 1486, 2159)
